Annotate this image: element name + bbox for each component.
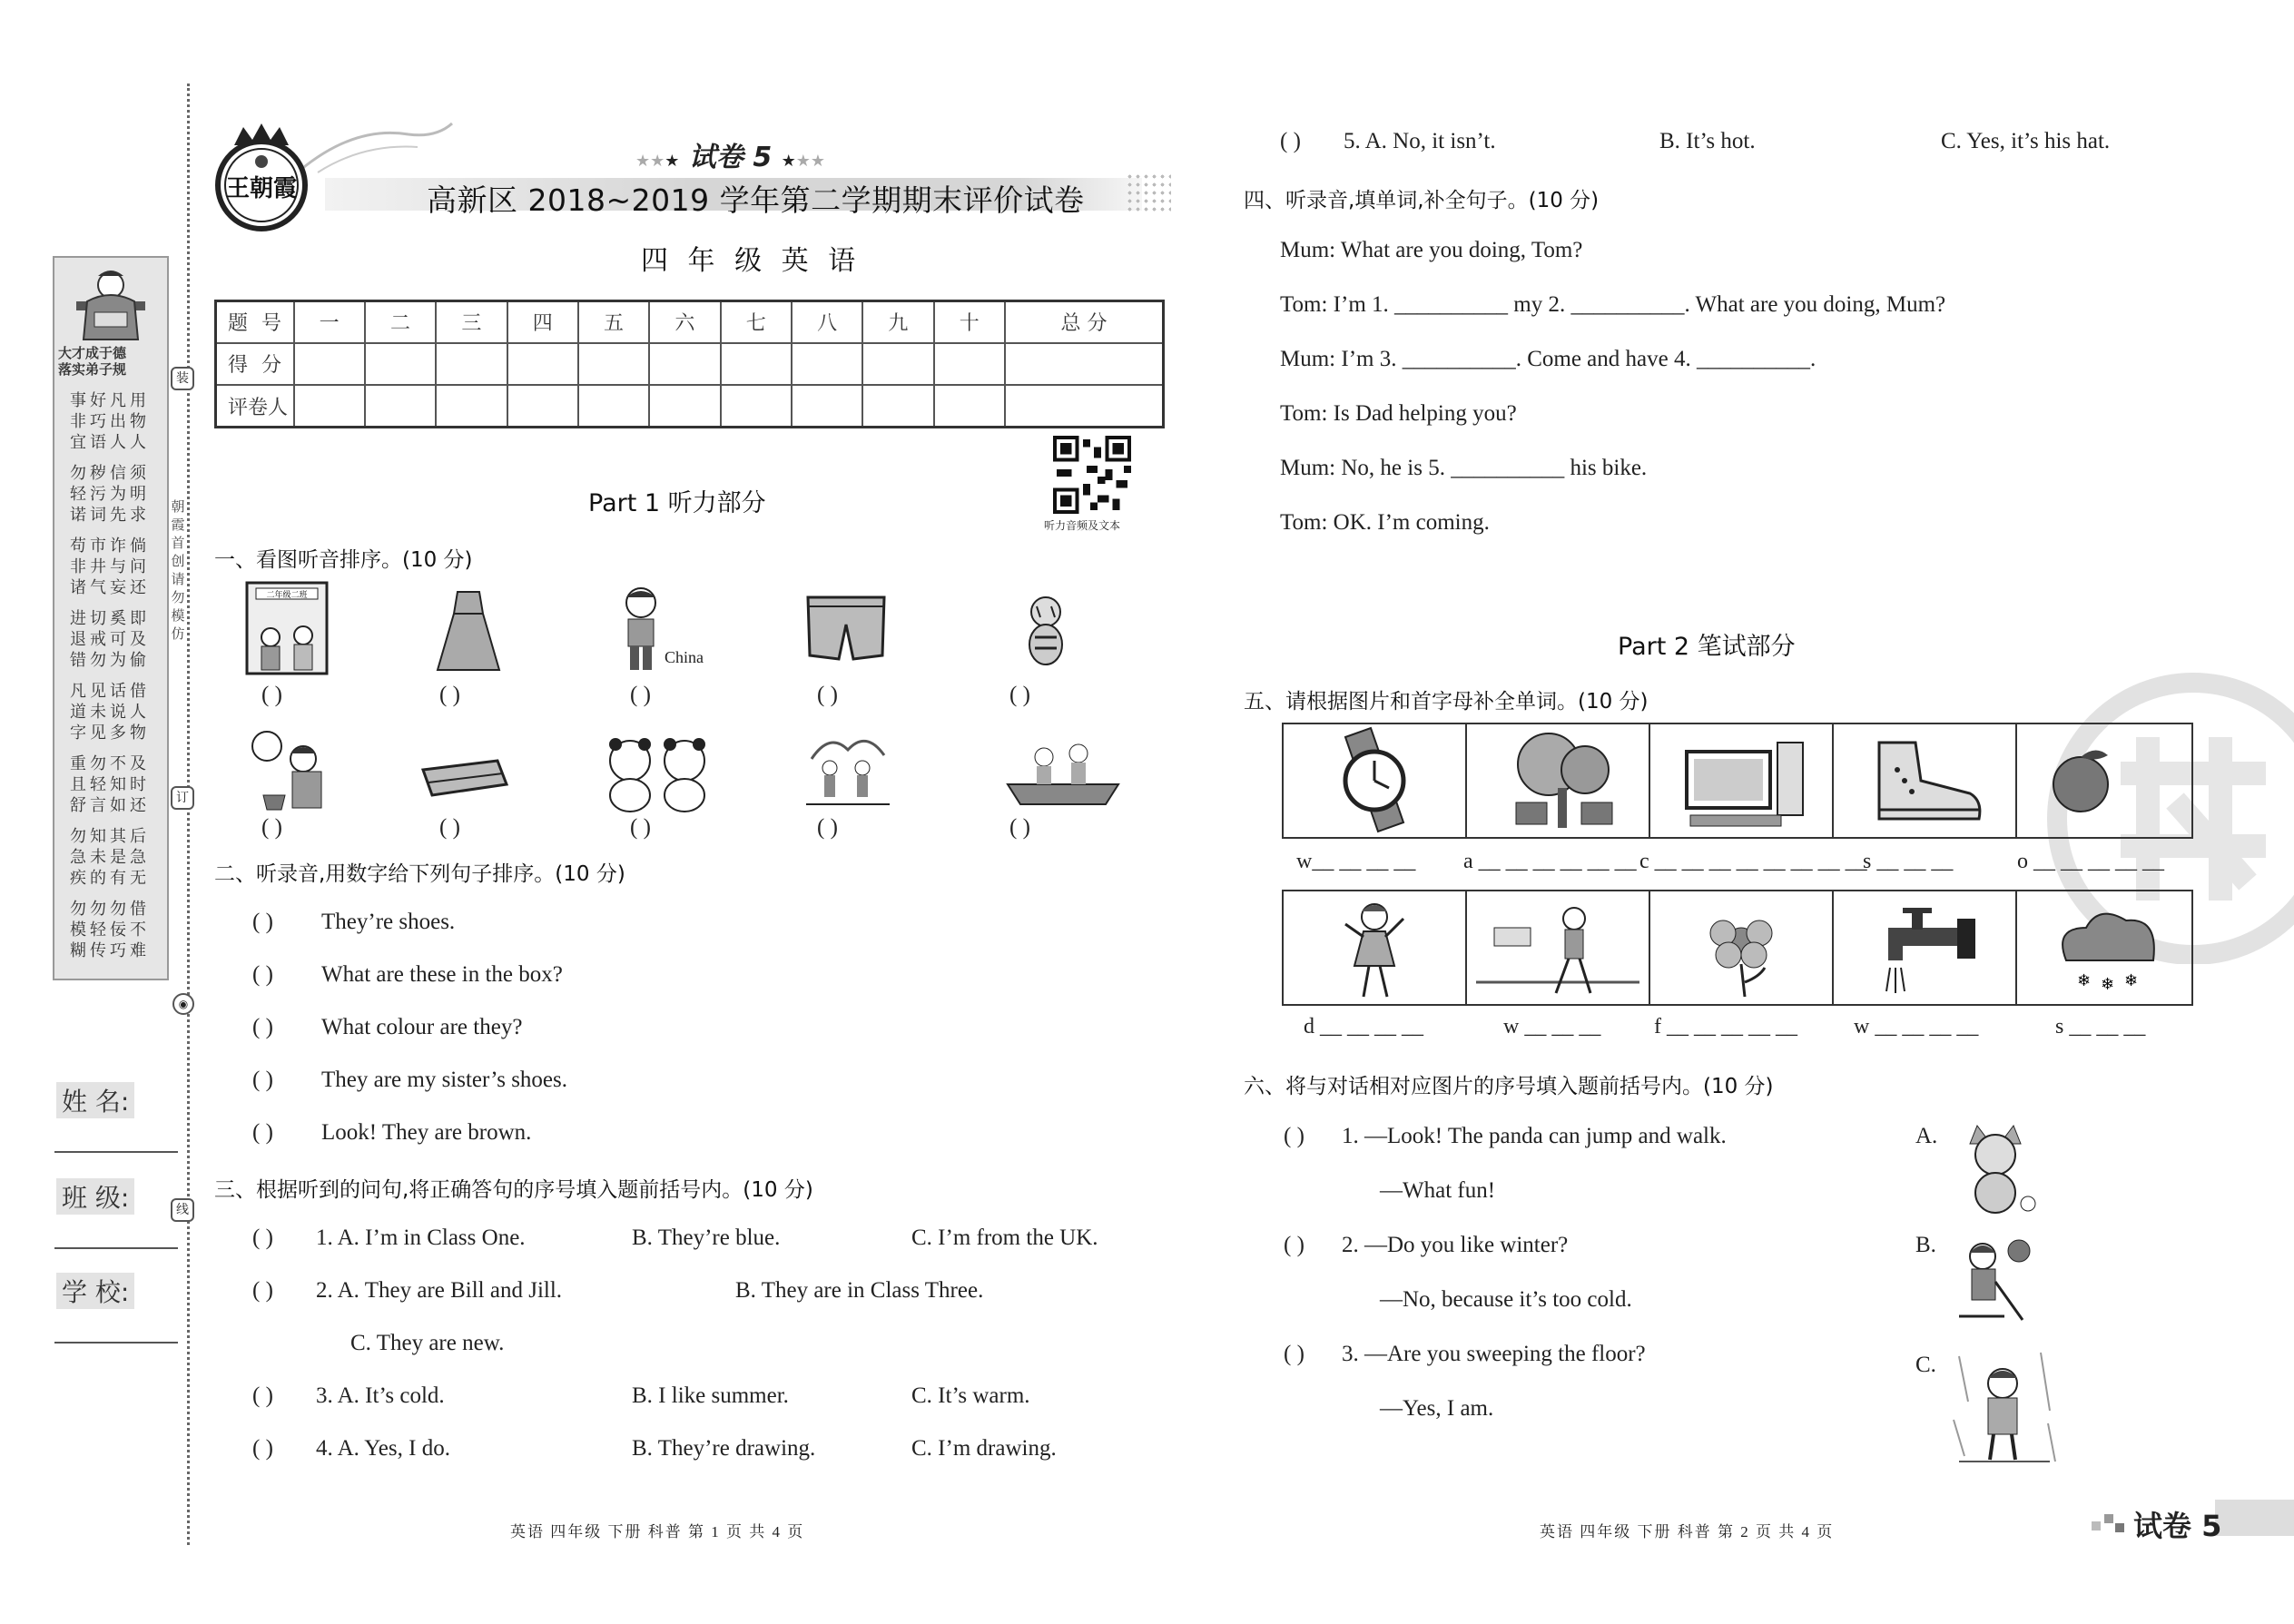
q5-option-a: 5. A. No, it isn’t. <box>1344 129 1496 153</box>
footer-left: 英语 四年级 下册 科普 第 1 页 共 4 页 <box>510 1523 805 1540</box>
verse-column: 后急无 <box>130 827 146 888</box>
vocab-word[interactable]: w __ __ __ __ <box>1854 1015 1979 1038</box>
verse-column: 进退错 <box>70 609 86 670</box>
boy-china-picture-icon <box>614 585 714 675</box>
dancing-girl-icon <box>1284 891 1465 1004</box>
q3-option-a: 3. A. It’s cold. <box>316 1383 445 1408</box>
verse-column: 勿轻言 <box>90 754 106 815</box>
grader-cell[interactable] <box>1005 385 1164 427</box>
picture-letter-c: C. <box>1915 1353 1936 1377</box>
q1-option-a: 1. A. I’m in Class One. <box>316 1225 526 1250</box>
scholar-mascot-icon <box>60 261 162 345</box>
sec1-title: 一、看图听音排序。(10 分) <box>214 548 473 572</box>
vocab-cell <box>1284 724 1467 837</box>
vocab-word[interactable]: d __ __ __ __ <box>1304 1015 1423 1038</box>
school-label: 学 校: <box>56 1273 134 1309</box>
answer-blank[interactable]: ( ) <box>1280 129 1301 153</box>
orange-icon <box>2017 724 2199 837</box>
answer-blank[interactable]: ( ) <box>261 683 282 707</box>
pencil-box-picture-icon <box>419 755 510 801</box>
classroom-picture-icon <box>243 579 330 677</box>
grader-cell[interactable] <box>649 385 720 427</box>
answer-blank[interactable]: ( ) <box>817 815 838 840</box>
class-sign-text: 二年级二班 <box>266 591 308 600</box>
exam-number-badge: ★★★ 试卷 5 ★★★ <box>635 142 826 173</box>
score-cell[interactable] <box>649 343 720 385</box>
score-row-score: 得 分 <box>216 343 1164 385</box>
vocab-cell <box>1834 891 2017 1004</box>
boat-picture-icon <box>1004 733 1122 808</box>
sec5-title: 五、请根据图片和首字母补全单词。(10 分) <box>1244 690 1649 714</box>
vocab-word[interactable]: w__ __ __ __ <box>1296 850 1416 873</box>
children-playing-picture-icon <box>802 723 893 810</box>
verse-column: 须明求 <box>130 464 146 525</box>
dialog-line-2[interactable]: Tom: I’m 1. __________ my 2. __________. What are you doing, Mum? <box>1280 292 1946 317</box>
vocab-word[interactable]: f __ __ __ __ __ <box>1654 1015 1797 1038</box>
score-cell[interactable] <box>792 343 862 385</box>
vocab-cell <box>1650 891 1834 1004</box>
score-cell[interactable] <box>1005 343 1164 385</box>
banner-dots <box>1126 172 1171 214</box>
score-row-grader: 评卷人 <box>216 385 1164 427</box>
name-label: 姓 名: <box>56 1082 134 1118</box>
verse-column: 不知如 <box>110 754 126 815</box>
binding-ring-icon: ◉ <box>172 993 194 1015</box>
shorts-picture-icon <box>802 592 890 664</box>
exam-subtitle: 四 年 级 英 语 <box>641 245 861 277</box>
answer-blank[interactable]: ( ) <box>252 1068 273 1092</box>
vocab-word[interactable]: w __ __ __ <box>1503 1015 1601 1038</box>
verse-column: 勿急疾 <box>70 827 86 888</box>
verse-column: 凡道字 <box>70 682 86 743</box>
verse-column: 勿模糊 <box>70 900 86 960</box>
answer-blank[interactable]: ( ) <box>252 1436 273 1461</box>
footer-exam-badge: 试卷 5 <box>2133 1509 2222 1543</box>
walking-person-icon <box>1467 891 1649 1004</box>
answer-blank[interactable]: ( ) <box>1284 1233 1305 1257</box>
motto-line-2: 落实弟子规 <box>58 361 127 378</box>
dialog-line-4: Tom: Is Dad helping you? <box>1280 401 1517 426</box>
sec2-item-1: They’re shoes. <box>321 910 456 934</box>
exam-badge-text: 试卷 5 <box>688 142 773 173</box>
mother-child-picture-icon <box>245 728 336 813</box>
sec2-title: 二、听录音,用数字给下列句子排序。(10 分) <box>214 862 625 886</box>
sec3-title: 三、根据听到的问句,将正确答句的序号填入题前括号内。(10 分) <box>214 1178 813 1202</box>
verse-column: 即及偷 <box>130 609 146 670</box>
verse-column: 用物人 <box>130 391 146 452</box>
answer-blank[interactable]: ( ) <box>1284 1124 1305 1148</box>
sec2-item-4: They are my sister’s shoes. <box>321 1068 568 1092</box>
answer-blank[interactable]: ( ) <box>261 815 282 840</box>
answer-blank[interactable]: ( ) <box>630 683 651 707</box>
answer-blank[interactable]: ( ) <box>252 910 273 934</box>
q3-option-c: C. It’s warm. <box>911 1383 1030 1408</box>
grader-cell[interactable] <box>294 385 365 427</box>
score-cell[interactable] <box>507 343 578 385</box>
svg-text:❄: ❄ <box>2124 971 2139 990</box>
footer-right: 英语 四年级 下册 科普 第 2 页 共 4 页 <box>1540 1523 1835 1540</box>
qr-code-icon[interactable] <box>1053 436 1131 514</box>
sweeping-girl-picture-icon <box>1950 1236 2037 1324</box>
answer-blank[interactable]: ( ) <box>630 815 651 840</box>
verse-column: 借人物 <box>130 682 146 743</box>
pandas-picture-icon <box>603 733 712 813</box>
sec6-q1-line-1: 1. —Look! The panda can jump and walk. <box>1342 1124 1727 1148</box>
vocab-word[interactable]: o __ __ __ __ __ <box>2017 850 2164 873</box>
answer-blank[interactable]: ( ) <box>439 815 460 840</box>
svg-text:❄: ❄ <box>2077 971 2092 990</box>
verse-column: 苟非诸 <box>70 536 86 597</box>
school-line[interactable] <box>54 1342 178 1343</box>
grader-cell[interactable] <box>507 385 578 427</box>
logo-text: 王朝霞 <box>225 175 298 202</box>
score-cell[interactable] <box>365 343 436 385</box>
score-row-number: 题 号 一 二 三 四 五 六 七 八 九 十 总 分 <box>216 301 1164 343</box>
binding-dotted-line <box>187 84 190 1545</box>
sec6-q2-line-1: 2. —Do you like winter? <box>1342 1233 1569 1257</box>
cold-boy-picture-icon <box>1950 1347 2059 1465</box>
q2-option-c: C. They are new. <box>350 1331 505 1355</box>
class-line[interactable] <box>54 1247 178 1249</box>
sec6-q1-line-2: —What fun! <box>1380 1178 1496 1203</box>
q4-option-b: B. They’re drawing. <box>632 1436 816 1461</box>
verse-column: 信为先 <box>110 464 126 525</box>
score-cell[interactable] <box>934 343 1005 385</box>
vocab-word[interactable]: s __ __ __ <box>2055 1015 2146 1038</box>
grader-cell[interactable] <box>436 385 507 427</box>
score-cell[interactable] <box>862 343 933 385</box>
name-line[interactable] <box>54 1151 178 1153</box>
exam-title: 高新区 2018~2019 学年第二学期期末评价试卷 <box>427 182 1085 218</box>
water-tap-icon <box>1834 891 2015 1004</box>
sec6-q3-line-1: 3. —Are you sweeping the floor? <box>1342 1342 1646 1366</box>
part2-title: Part 2 笔试部分 <box>1618 633 1796 661</box>
watch-icon <box>1284 724 1465 837</box>
ribbon-decoration-icon <box>300 116 454 180</box>
verse-column: 好巧语 <box>90 391 106 452</box>
binding-mark-1: 装 <box>171 367 194 390</box>
motto-line-1: 大才成于德 <box>58 345 127 361</box>
q1-option-b: B. They’re blue. <box>632 1225 781 1250</box>
computer-icon <box>1650 724 1832 837</box>
verse-column: 市井气 <box>90 536 106 597</box>
grader-cell[interactable] <box>578 385 649 427</box>
vocab-cell <box>2017 891 2199 1004</box>
verse-column: 借不难 <box>130 900 146 960</box>
q5-option-c: C. Yes, it’s his hat. <box>1941 129 2111 153</box>
sneaker-icon <box>1834 724 2015 837</box>
grader-cell[interactable] <box>792 385 862 427</box>
vocab-picture-row-1 <box>1282 723 2193 839</box>
verse-column: 倘问还 <box>130 536 146 597</box>
footer-squares-icon <box>2090 1511 2126 1534</box>
answer-blank[interactable]: ( ) <box>252 1225 273 1250</box>
answer-blank[interactable]: ( ) <box>252 1383 273 1408</box>
q1-option-c: C. I’m from the UK. <box>911 1225 1098 1250</box>
q2-option-b: B. They are in Class Three. <box>735 1278 984 1303</box>
dialog-line-3[interactable]: Mum: I’m 3. __________. Come and have 4. __________. <box>1280 347 1816 371</box>
verse-column: 诈与妄 <box>110 536 126 597</box>
verse-column: 凡出人 <box>110 391 126 452</box>
verse-column: 其是有 <box>110 827 126 888</box>
grader-cell[interactable] <box>862 385 933 427</box>
china-label: China <box>665 648 704 666</box>
footer-badge-bar <box>2215 1500 2294 1536</box>
svg-text:❄: ❄ <box>2101 975 2115 994</box>
dialog-line-6: Tom: OK. I’m coming. <box>1280 510 1490 535</box>
sec2-item-3: What colour are they? <box>321 1015 523 1039</box>
vocab-cell <box>1650 724 1834 837</box>
snow-cloud-icon <box>2017 891 2199 1004</box>
verse-column: 秽污词 <box>90 464 106 525</box>
binding-mark-3: 线 <box>171 1198 194 1222</box>
tiger-toy-picture-icon <box>1013 592 1078 672</box>
answer-blank[interactable]: ( ) <box>1284 1342 1305 1366</box>
verse-column: 重且舒 <box>70 754 86 815</box>
sec2-item-5: Look! They are brown. <box>321 1120 532 1145</box>
sec4-title: 四、听录音,填单词,补全句子。(10 分) <box>1244 189 1600 212</box>
score-cell[interactable] <box>721 343 792 385</box>
vocab-word[interactable]: c __ __ __ __ __ __ __ __ <box>1639 850 1867 873</box>
sec6-q2-line-2: —No, because it’s too cold. <box>1380 1287 1632 1312</box>
vertical-note: 朝霞首创 请勿模仿 <box>171 498 185 642</box>
verse-column: 奚可为 <box>110 609 126 670</box>
vocab-word[interactable]: a __ __ __ __ __ __ <box>1463 850 1637 873</box>
dialog-line-1: Mum: What are you doing, Tom? <box>1280 238 1583 262</box>
binding-mark-2: 订 <box>171 786 194 810</box>
flower-icon <box>1650 891 1832 1004</box>
q3-option-b: B. I like summer. <box>632 1383 789 1408</box>
verse-column: 见未见 <box>90 682 106 743</box>
vocab-cell <box>2017 724 2199 837</box>
score-cell[interactable] <box>578 343 649 385</box>
answer-blank[interactable]: ( ) <box>439 683 460 707</box>
apple-tree-icon <box>1467 724 1649 837</box>
q2-option-a: 2. A. They are Bill and Jill. <box>316 1278 563 1303</box>
answer-blank[interactable]: ( ) <box>252 1278 273 1303</box>
sec2-item-2: What are these in the box? <box>321 962 563 987</box>
picture-letter-b: B. <box>1915 1233 1936 1257</box>
vocab-picture-row-2 <box>1282 890 2193 1006</box>
verse-column: 勿轻诺 <box>70 464 86 525</box>
answer-blank[interactable]: ( ) <box>1009 683 1030 707</box>
verse-column: 知未的 <box>90 827 106 888</box>
score-table <box>214 300 1165 428</box>
class-label: 班 级: <box>56 1178 134 1215</box>
picture-letter-a: A. <box>1915 1124 1938 1148</box>
answer-blank[interactable]: ( ) <box>252 1120 273 1145</box>
publisher-logo-icon <box>207 118 316 234</box>
answer-blank[interactable]: ( ) <box>252 1015 273 1039</box>
vocab-cell <box>1467 891 1650 1004</box>
verse-column: 勿佞巧 <box>110 900 126 960</box>
verse-column: 及时还 <box>130 754 146 815</box>
q5-option-b: B. It’s hot. <box>1659 129 1756 153</box>
vocab-cell <box>1834 724 2017 837</box>
answer-blank[interactable]: ( ) <box>817 683 838 707</box>
qr-caption: 听力音频及文本 <box>1044 519 1121 532</box>
part1-title: Part 1 听力部分 <box>588 489 766 517</box>
answer-blank[interactable]: ( ) <box>1009 815 1030 840</box>
score-cell[interactable] <box>294 343 365 385</box>
sec6-title: 六、将与对话相对应图片的序号填入题前括号内。(10 分) <box>1244 1075 1774 1098</box>
verse-column: 话说多 <box>110 682 126 743</box>
answer-blank[interactable]: ( ) <box>252 962 273 987</box>
dress-picture-icon <box>434 588 503 674</box>
vocab-cell <box>1467 724 1650 837</box>
dialog-line-5[interactable]: Mum: No, he is 5. __________ his bike. <box>1280 456 1648 480</box>
verse-column: 事非宜 <box>70 391 86 452</box>
cat-toy-picture-icon <box>1952 1122 2039 1216</box>
grader-cell[interactable] <box>721 385 792 427</box>
q4-option-c: C. I’m drawing. <box>911 1436 1057 1461</box>
sec6-q3-line-2: —Yes, I am. <box>1380 1396 1494 1421</box>
grader-cell[interactable] <box>365 385 436 427</box>
verse-column: 切戒勿 <box>90 609 106 670</box>
vocab-cell <box>1284 891 1467 1004</box>
q4-option-a: 4. A. Yes, I do. <box>316 1436 450 1461</box>
verse-column: 勿轻传 <box>90 900 106 960</box>
score-cell[interactable] <box>436 343 507 385</box>
vocab-word[interactable]: s __ __ __ <box>1863 850 1954 873</box>
grader-cell[interactable] <box>934 385 1005 427</box>
